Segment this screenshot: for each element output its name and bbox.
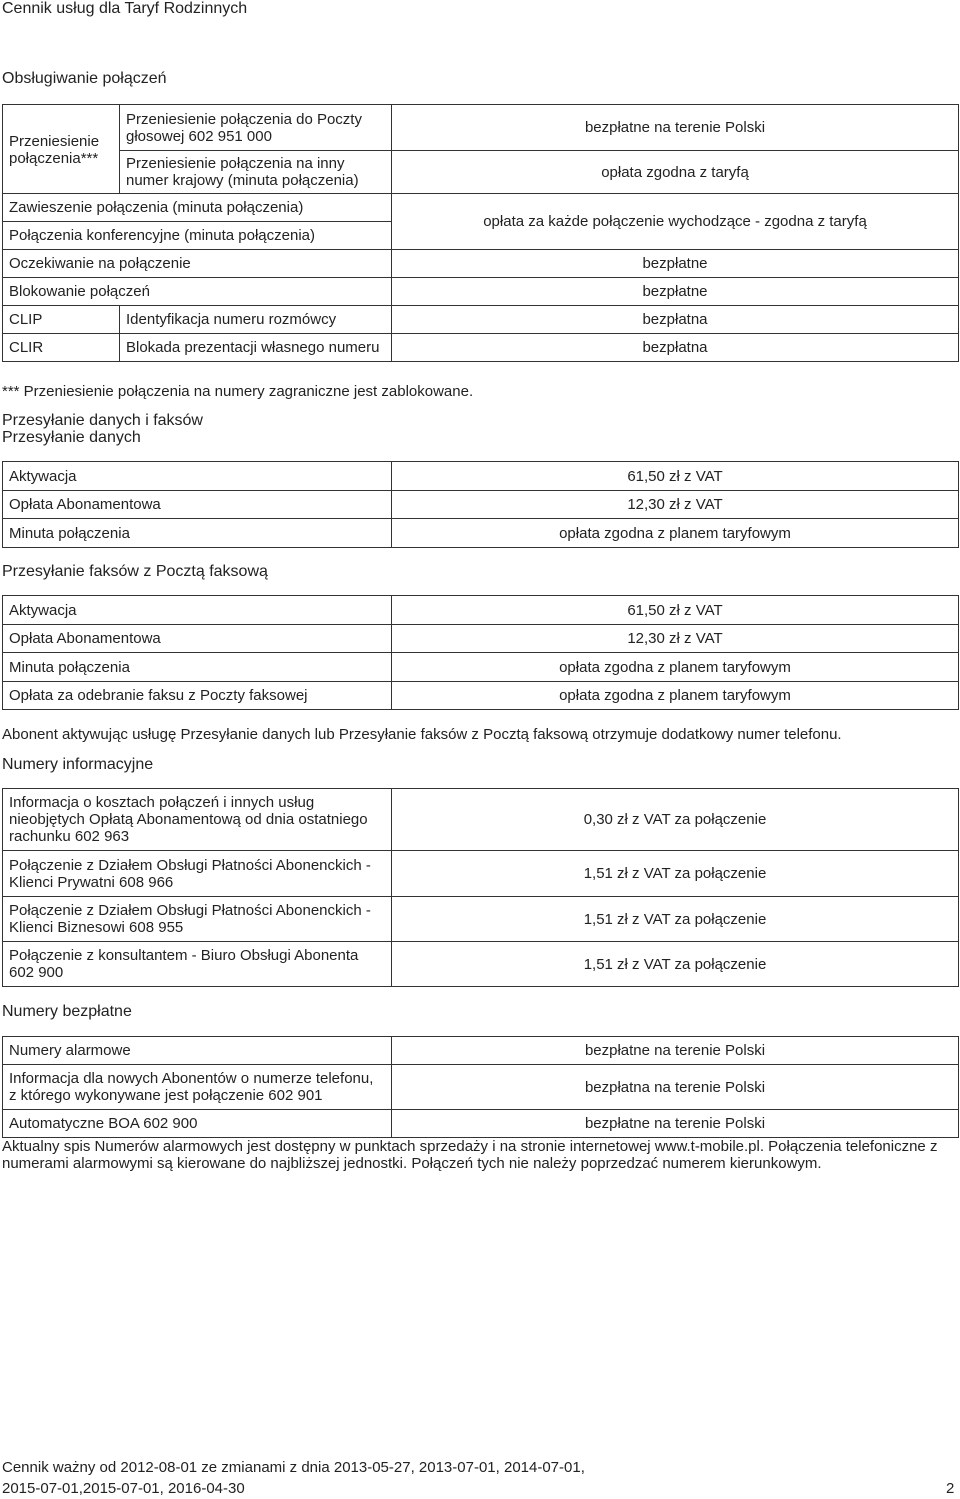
table-row: [3, 462, 959, 491]
forwarding-row-label: Przeniesienie połączenia do Poczty głosowej 602 951 000: [120, 105, 392, 151]
table-row: [3, 789, 959, 851]
row-label: Połączenie z konsultantem - Biuro Obsługi Abonenta 602 900: [3, 942, 392, 987]
row-value: 1,51 zł z VAT za połączenie: [392, 897, 959, 942]
subheading-fax: Przesyłanie faksów z Pocztą faksową: [2, 563, 268, 580]
row-label: Połączenie z Działem Obsługi Płatności Abonenckich - Klienci Biznesowi 608 955: [3, 897, 392, 942]
subheading-data: Przesyłanie danych: [2, 429, 141, 446]
table-row: [3, 278, 959, 306]
page-number: 2: [946, 1480, 955, 1497]
free-numbers-table: [2, 1036, 959, 1138]
row-value: bezpłatna: [392, 306, 959, 334]
row-value: 61,50 zł z VAT: [392, 462, 959, 491]
table-row: [3, 194, 959, 222]
table-row: [3, 105, 959, 151]
row-label: Opłata za odebranie faksu z Poczty faksowej: [3, 682, 392, 710]
forwarding-label: Przeniesienie połączenia***: [3, 105, 120, 194]
row-value: bezpłatne na terenie Polski: [392, 1037, 959, 1065]
table-row: [3, 653, 959, 682]
table-row: [3, 151, 959, 194]
data-fax-note: Abonent aktywując usługę Przesyłanie danych lub Przesyłanie faksów z Pocztą faksową otrzymuje dodatkowy numer telefonu.: [2, 726, 842, 743]
row-value: opłata zgodna z planem taryfowym: [392, 519, 959, 548]
row-code: CLIR: [3, 334, 120, 362]
row-label: Blokada prezentacji własnego numeru: [120, 334, 392, 362]
section-heading-free-numbers: Numery bezpłatne: [2, 1003, 132, 1020]
footer-validity-line-2: 2015-07-01,2015-07-01, 2016-04-30: [2, 1480, 245, 1497]
row-value: bezpłatne: [392, 278, 959, 306]
row-label: Opłata Abonamentowa: [3, 625, 392, 653]
suspend-label: Zawieszenie połączenia (minuta połączenia): [3, 194, 392, 222]
row-code: CLIP: [3, 306, 120, 334]
row-label: Minuta połączenia: [3, 653, 392, 682]
row-value: bezpłatna na terenie Polski: [392, 1065, 959, 1110]
call-handling-footnote: *** Przeniesienie połączenia na numery zagraniczne jest zablokowane.: [2, 383, 474, 400]
row-label: Połączenie z Działem Obsługi Płatności Abonenckich - Klienci Prywatni 608 966: [3, 851, 392, 897]
row-value: bezpłatne na terenie Polski: [392, 1110, 959, 1138]
row-value: opłata zgodna z planem taryfowym: [392, 682, 959, 710]
row-value: 12,30 zł z VAT: [392, 491, 959, 519]
row-value: 1,51 zł z VAT za połączenie: [392, 942, 959, 987]
table-row: [3, 1065, 959, 1110]
section-heading-call-handling: Obsługiwanie połączeń: [2, 70, 167, 87]
free-numbers-note: Aktualny spis Numerów alarmowych jest dostępny w punktach sprzedaży i na stronie internetowej www.t-mobile.pl. Połączenia telefoniczne z numerami alarmowymi są kierowane do najbliższej jednostki. Połączeń tych nie należy poprzedzać numerem kierunkowym.: [2, 1138, 938, 1172]
forwarding-row-value: opłata zgodna z taryfą: [392, 151, 959, 194]
table-row: [3, 682, 959, 710]
table-row: [3, 897, 959, 942]
table-row: [3, 1037, 959, 1065]
row-value: 61,50 zł z VAT: [392, 596, 959, 625]
table-row: [3, 334, 959, 362]
info-numbers-table: [2, 788, 959, 987]
data-table: [2, 461, 959, 548]
section-heading-info-numbers: Numery informacyjne: [2, 756, 154, 773]
row-value: 0,30 zł z VAT za połączenie: [392, 789, 959, 851]
row-label: Blokowanie połączeń: [3, 278, 392, 306]
row-label: Informacja dla nowych Abonentów o numerze telefonu, z którego wykonywane jest połączenie 602 901: [3, 1065, 392, 1110]
row-value: 12,30 zł z VAT: [392, 625, 959, 653]
row-label: Informacja o kosztach połączeń i innych usług nieobjętych Opłatą Abonamentową od dnia ostatniego rachunku 602 963: [3, 789, 392, 851]
row-value: bezpłatna: [392, 334, 959, 362]
page-title: Cennik usług dla Taryf Rodzinnych: [2, 0, 248, 17]
table-row: [3, 942, 959, 987]
table-row: [3, 519, 959, 548]
row-value: bezpłatne: [392, 250, 959, 278]
row-label: Oczekiwanie na połączenie: [3, 250, 392, 278]
row-label: Numery alarmowe: [3, 1037, 392, 1065]
conference-label: Połączenia konferencyjne (minuta połączenia): [3, 222, 392, 250]
forwarding-row-value: bezpłatne na terenie Polski: [392, 105, 959, 151]
suspend-conference-value: opłata za każde połączenie wychodzące - zgodna z taryfą: [392, 194, 959, 250]
table-row: [3, 596, 959, 625]
table-row: [3, 851, 959, 897]
row-label: Opłata Abonamentowa: [3, 491, 392, 519]
forwarding-row-label: Przeniesienie połączenia na inny numer krajowy (minuta połączenia): [120, 151, 392, 194]
row-label: Minuta połączenia: [3, 519, 392, 548]
footer-validity-line-1: Cennik ważny od 2012-08-01 ze zmianami z dnia 2013-05-27, 2013-07-01, 2014-07-01,: [2, 1459, 585, 1476]
row-label: Aktywacja: [3, 596, 392, 625]
row-label: Aktywacja: [3, 462, 392, 491]
table-row: [3, 491, 959, 519]
call-handling-table: [2, 104, 959, 362]
table-row: [3, 625, 959, 653]
table-row: [3, 250, 959, 278]
table-row: [3, 1110, 959, 1138]
row-value: opłata zgodna z planem taryfowym: [392, 653, 959, 682]
row-value: 1,51 zł z VAT za połączenie: [392, 851, 959, 897]
row-label: Identyfikacja numeru rozmówcy: [120, 306, 392, 334]
table-row: [3, 306, 959, 334]
row-label: Automatyczne BOA 602 900: [3, 1110, 392, 1138]
fax-table: [2, 595, 959, 710]
section-heading-data-fax: Przesyłanie danych i faksów: [2, 412, 203, 429]
